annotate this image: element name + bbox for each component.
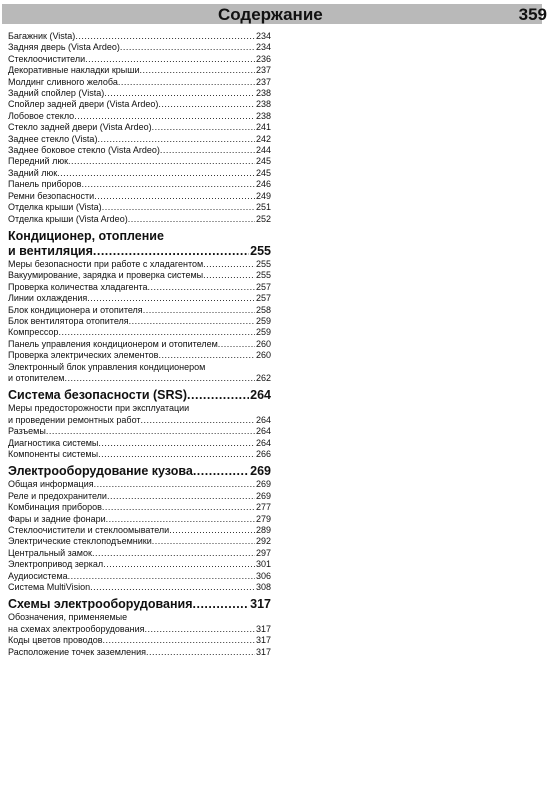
entry-page: 317 (250, 597, 271, 612)
leader-dots (203, 259, 255, 270)
entry-page: 237 (255, 76, 271, 87)
entry-title: Передний люк (8, 156, 69, 167)
entry-page: 257 (255, 293, 271, 304)
entry-title: Вакуумирование, зарядка и проверка системы (8, 270, 204, 281)
entry-page: 317 (255, 623, 271, 634)
entry-title: Панель приборов (8, 179, 82, 190)
entry-page: 289 (255, 525, 271, 536)
entry-title: Задний спойлер (Vista) (8, 88, 105, 99)
entry-page: 306 (255, 570, 271, 581)
leader-dots (103, 559, 255, 570)
entry-last-line (8, 624, 271, 635)
toc-entry (8, 479, 271, 490)
leader-dots (94, 191, 255, 202)
entry-title: Электрические стеклоподъемники (8, 536, 152, 547)
section-title: и вентиляция (8, 243, 93, 258)
entry-page: 264 (255, 437, 271, 448)
entry-title-line: Обозначения, применяемые (8, 612, 128, 623)
toc-entry (8, 156, 271, 167)
entry-page: 244 (255, 145, 271, 156)
toc-entry (8, 99, 271, 110)
toc-entry (8, 449, 271, 460)
toc-left-column (8, 31, 271, 658)
toc-entry (8, 403, 271, 426)
entry-title: Багажник (Vista) (8, 31, 76, 41)
leader-dots (106, 514, 255, 525)
leader-dots (169, 525, 255, 536)
entry-page: 237 (255, 65, 271, 76)
entry-page: 251 (255, 202, 271, 213)
entry-title: Электропривод зеркал (8, 559, 104, 570)
leader-dots (187, 388, 249, 403)
entry-page: 317 (255, 635, 271, 646)
leader-dots (74, 111, 255, 122)
section-line (8, 244, 271, 259)
entry-title: Меры безопасности при работе с хладагентом (8, 258, 204, 269)
toc-entry (8, 270, 271, 281)
entry-last-line (8, 373, 271, 384)
entry-title: Задний люк (8, 167, 58, 178)
leader-dots (103, 635, 255, 646)
leader-dots (98, 438, 255, 449)
entry-page: 269 (250, 464, 271, 479)
toc-entry (8, 426, 271, 437)
leader-dots (146, 647, 255, 658)
entry-title: Проверка электрических элементов (8, 350, 159, 361)
entry-title: Центральный замок (8, 547, 92, 558)
toc-entry (8, 491, 271, 502)
toc-entry (8, 191, 271, 202)
toc-entry (8, 145, 271, 156)
leader-dots (144, 624, 254, 635)
entry-title: Спойлер задней двери (Vista Ardeo) (8, 99, 159, 110)
entry-title: Компрессор (8, 327, 59, 338)
entry-title: Задняя дверь (Vista Ardeo) (8, 42, 120, 53)
entry-title: и проведении ремонтных работ (8, 414, 141, 425)
toc-entry (8, 525, 271, 536)
section-title-line: Кондиционер, отопление (8, 228, 164, 243)
entry-title: Расположение точек заземления (8, 646, 147, 657)
toc-entry (8, 438, 271, 449)
entry-page: 308 (255, 582, 271, 593)
entry-title: на схемах электрооборудования (8, 623, 145, 634)
leader-dots (128, 214, 255, 225)
entry-page: 266 (255, 449, 271, 459)
entry-title: Заднее стекло (Vista) (8, 133, 98, 144)
toc-entry (8, 362, 271, 385)
entry-page: 264 (255, 426, 271, 437)
entry-page: 277 (255, 502, 271, 513)
entry-page: 279 (255, 513, 271, 524)
toc-entry (8, 31, 271, 42)
section-heading (8, 388, 271, 403)
section-heading (8, 464, 271, 479)
toc-entry (8, 635, 271, 646)
toc-entry (8, 42, 271, 53)
entry-page: 255 (255, 270, 271, 281)
toc-entry (8, 514, 271, 525)
leader-dots (160, 145, 255, 156)
leader-dots (85, 54, 255, 65)
entry-page: 262 (255, 372, 271, 383)
entry-title: Декоративные накладки крыши (8, 65, 140, 76)
page-header (2, 2, 555, 26)
leader-dots (193, 464, 249, 479)
leader-dots (58, 327, 255, 338)
leader-dots (102, 202, 255, 213)
entry-title: Коды цветов проводов (8, 635, 103, 646)
leader-dots (87, 293, 255, 304)
entry-title: Компоненты системы (8, 449, 99, 459)
leader-dots (107, 491, 255, 502)
section-heading (8, 597, 271, 612)
toc-entry (8, 502, 271, 513)
toc-entry (8, 293, 271, 304)
toc-entry (8, 202, 271, 213)
leader-dots (148, 282, 255, 293)
entry-title: Аудиосистема (8, 570, 68, 581)
leader-dots (90, 582, 255, 593)
entry-last-line (8, 415, 271, 426)
toc-entry (8, 305, 271, 316)
leader-dots (64, 373, 255, 384)
entry-title: Комбинация приборов (8, 502, 102, 513)
entry-page: 249 (255, 190, 271, 201)
entry-title: Панель управления кондиционером и отопителем (8, 338, 218, 349)
entry-title: Заднее боковое стекло (Vista Ardeo) (8, 145, 160, 156)
toc-entry (8, 122, 271, 133)
entry-page: 260 (255, 350, 271, 361)
entry-title: Блок вентилятора отопителя (8, 315, 129, 326)
entry-title: Отделка крыши (Vista Ardeo) (8, 213, 128, 224)
leader-dots (141, 415, 255, 426)
entry-page: 246 (255, 179, 271, 190)
entry-page: 245 (255, 167, 271, 178)
entry-page: 257 (255, 281, 271, 292)
toc-entry (8, 327, 271, 338)
entry-title: Молдинг сливного желоба (8, 76, 118, 87)
toc-entry (8, 214, 271, 225)
entry-title: Блок кондиционера и отопителя (8, 304, 143, 315)
entry-page: 264 (255, 414, 271, 425)
entry-page: 258 (255, 304, 271, 315)
entry-page: 238 (255, 110, 271, 121)
toc-entry (8, 65, 271, 76)
toc-entry (8, 559, 271, 570)
leader-dots (118, 77, 255, 88)
toc-entry (8, 54, 271, 65)
entry-page: 252 (255, 213, 271, 224)
entry-title: Стеклоочистители и стеклоомыватели (8, 525, 170, 536)
entry-title-line: Меры предосторожности при эксплуатации (8, 403, 190, 414)
entry-title-line: Электронный блок управления кондиционером (8, 361, 206, 372)
toc-entry (8, 111, 271, 122)
section-line (8, 597, 271, 612)
leader-dots (93, 244, 249, 259)
toc-entry (8, 168, 271, 179)
toc-entry (8, 77, 271, 88)
entry-title: Общая информация (8, 479, 94, 490)
entry-title: Стекло задней двери (Vista Ardeo) (8, 122, 152, 133)
toc-entry (8, 647, 271, 658)
entry-title: Проверка количества хладагента (8, 281, 148, 292)
entry-page: 269 (255, 490, 271, 501)
leader-dots (81, 179, 255, 190)
leader-dots (68, 571, 255, 582)
leader-dots (68, 156, 255, 167)
toc-entry (8, 536, 271, 547)
entry-title: Разъемы (8, 426, 46, 437)
toc-entry (8, 259, 271, 270)
entry-page: 255 (255, 258, 271, 269)
toc-entry (8, 282, 271, 293)
leader-dots (75, 31, 255, 42)
leader-dots (94, 479, 255, 490)
entry-page: 297 (255, 547, 271, 558)
entry-page: 242 (255, 133, 271, 144)
toc-entry (8, 339, 271, 350)
leader-dots (92, 548, 255, 559)
entry-title: Ремни безопасности (8, 190, 95, 201)
toc-entry (8, 316, 271, 327)
leader-dots (46, 426, 255, 437)
leader-dots (98, 449, 255, 460)
entry-title: Лобовое стекло (8, 110, 75, 121)
leader-dots (218, 339, 255, 350)
leader-dots (152, 122, 255, 133)
section-line (8, 388, 271, 403)
leader-dots (102, 502, 255, 513)
entry-title: Фары и задние фонари (8, 513, 106, 524)
entry-page: 292 (255, 536, 271, 547)
section-heading (8, 229, 271, 259)
leader-dots (97, 134, 255, 145)
entry-title: Реле и предохранители (8, 490, 107, 501)
section-title: Схемы электрооборудования (8, 597, 193, 612)
page-title: Содержание (218, 5, 323, 24)
section-title: Система безопасности (SRS) (8, 388, 188, 403)
entry-title: Линии охлаждения (8, 293, 88, 304)
entry-page: 234 (255, 31, 271, 41)
toc-entry (8, 350, 271, 361)
entry-title: и отопителем (8, 372, 65, 383)
leader-dots (104, 88, 255, 99)
section-title: Электрооборудование кузова (8, 464, 193, 479)
entry-page: 238 (255, 99, 271, 110)
leader-dots (158, 99, 255, 110)
leader-dots (57, 168, 255, 179)
entry-page: 259 (255, 315, 271, 326)
toc-entry (8, 571, 271, 582)
leader-dots (143, 305, 255, 316)
entry-page: 236 (255, 53, 271, 64)
leader-dots (203, 270, 255, 281)
toc-entry (8, 582, 271, 593)
entry-page: 301 (255, 559, 271, 570)
entry-title: Стеклоочистители (8, 53, 86, 64)
entry-page: 255 (250, 243, 271, 258)
section-line (8, 464, 271, 479)
toc-entry (8, 548, 271, 559)
toc-entry (8, 134, 271, 145)
toc-entry (8, 179, 271, 190)
leader-dots (129, 316, 255, 327)
entry-page: 259 (255, 327, 271, 338)
entry-page: 264 (250, 388, 271, 403)
entry-page: 238 (255, 88, 271, 99)
entry-title: Диагностика системы (8, 437, 99, 448)
toc-entry (8, 88, 271, 99)
entry-page: 241 (255, 122, 271, 133)
entry-page: 245 (255, 156, 271, 167)
leader-dots (120, 42, 255, 53)
entry-page: 317 (255, 646, 271, 657)
entry-title: Отделка крыши (Vista) (8, 202, 102, 213)
page-number: 359 (518, 5, 547, 24)
leader-dots (152, 536, 255, 547)
leader-dots (193, 597, 250, 612)
entry-page: 260 (255, 338, 271, 349)
leader-dots (139, 65, 254, 76)
entry-page: 234 (255, 42, 271, 53)
leader-dots (158, 350, 255, 361)
toc-entry (8, 612, 271, 635)
entry-title: Система MultiVision (8, 582, 91, 593)
entry-page: 269 (255, 479, 271, 490)
